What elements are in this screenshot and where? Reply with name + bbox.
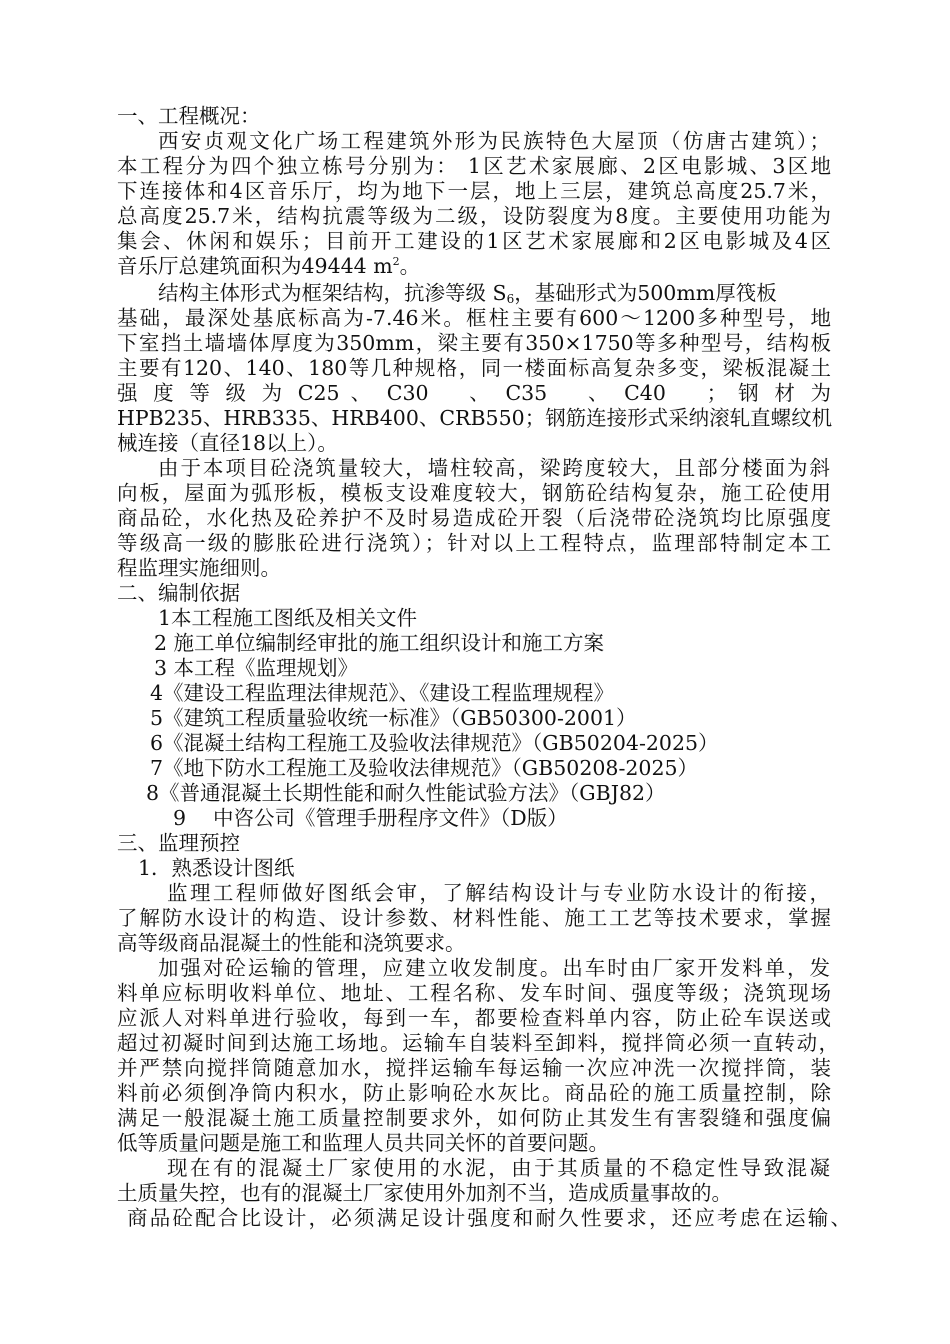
paragraph-line: 商品砼配合比设计，必须满足设计强度和耐久性要求，还应考虑在运输、	[127, 1206, 851, 1230]
paragraph-line: 基础，最深处基底标高为-7.46米。框柱主要有600～1200多种型号，地	[117, 306, 831, 330]
paragraph-line: 强 度 等 级 为 C25 、 C30 、 C35 、 C40 ； 钢 材 为	[117, 381, 831, 405]
list-item: 8《普通混凝土长期性能和耐久性能试验方法》（GBJ82）	[146, 781, 666, 805]
paragraph-line: 下连接体和4区音乐厅，均为地下一层，地上三层，建筑总高度25.7米，	[117, 179, 831, 203]
paragraph-line: 主要有120、140、180等几种规格，同一楼面标高复杂多变，梁板混凝土	[117, 356, 831, 380]
paragraph-line: 监理工程师做好图纸会审，了解结构设计与专业防水设计的衔接，	[167, 881, 830, 905]
paragraph-line: 音乐厅总建筑面积为49444 $m^2$。	[117, 254, 421, 278]
list-item: 5《建筑工程质量验收统一标准》（GB50300-2001）	[150, 706, 637, 730]
paragraph-line: HPB235、HRB335、HRB400、CRB550；钢筋连接形式采纳滚轧直螺纹机	[117, 406, 833, 430]
paragraph-line: 械连接（直径18以上）。	[117, 431, 338, 455]
paragraph-line: 由于本项目砼浇筑量较大，墙柱较高，梁跨度较大，且部分楼面为斜	[158, 456, 830, 480]
list-item: 2 施工单位编制经审批的施工组织设计和施工方案	[154, 631, 605, 655]
list-item: 9 中咨公司《管理手册程序文件》（D版）	[173, 806, 568, 830]
subscript: 6	[506, 292, 515, 306]
paragraph-line: 并严禁向搅拌筒随意加水，搅拌运输车每运输一次应冲洗一次搅拌筒，装	[117, 1056, 831, 1080]
paragraph-line: 总高度25.7米，结构抗震等级为二级，设防裂度为8度。主要使用功能为	[117, 204, 831, 228]
paragraph-line: 高等级商品混凝土的性能和浇筑要求。	[117, 931, 466, 955]
paragraph-line: 满足一般混凝土施工质量控制要求外，如何防止其发生有害裂缝和强度偏	[117, 1106, 831, 1130]
paragraph-line: 应派人对料单进行验收，每到一车，都要检查料单内容，防止砼车误送或	[117, 1006, 831, 1030]
paragraph-line: 等级高一级的膨胀砼进行浇筑）；针对以上工程特点，监理部特制定本工	[117, 531, 831, 555]
paragraph-line: 西安贞观文化广场工程建筑外形为民族特色大屋顶（仿唐古建筑）；	[158, 129, 830, 153]
superscript: 2	[392, 255, 400, 268]
paragraph-line: 现在有的混凝土厂家使用的水泥，由于其质量的不稳定性导致混凝	[167, 1156, 830, 1180]
section-heading-overview: 一、工程概况：	[117, 104, 261, 128]
paragraph-line: 程监理实施细则。	[117, 556, 281, 580]
paragraph-line: 土质量失控，也有的混凝土厂家使用外加剂不当，造成质量事故的。	[117, 1181, 732, 1205]
section-heading-precontrol: 三、监理预控	[117, 831, 240, 855]
paragraph-line: 了解防水设计的构造、设计参数、材料性能、施工工艺等技术要求，掌握	[117, 906, 831, 930]
paragraph-line: 结构主体形式为框架结构，抗渗等级 $S_6$，基础形式为500mm厚筏板	[158, 281, 777, 306]
paragraph-line: 集会、休闲和娱乐；目前开工建设的1区艺术家展廊和2区电影城及4区	[117, 229, 831, 253]
subsection-heading: 1．熟悉设计图纸	[138, 856, 295, 880]
list-item: 7《地下防水工程施工及验收法律规范》（GB50208-2025）	[150, 756, 699, 780]
list-item: 6《混凝土结构工程施工及验收法律规范》（GB50204-2025）	[150, 731, 719, 755]
paragraph-line: 料前必须倒净筒内积水，防止影响砼水灰比。商品砼的施工质量控制，除	[117, 1081, 831, 1105]
paragraph-line: 下室挡土墙墙体厚度为350mm，梁主要有350×1750等多种型号，结构板	[117, 331, 831, 355]
list-item: 3 本工程《监理规划》	[154, 656, 359, 680]
list-item: 4《建设工程监理法律规范》、《建设工程监理规程》	[150, 681, 615, 705]
paragraph-line: 低等质量问题是施工和监理人员共同关怀的首要问题。	[117, 1131, 609, 1155]
paragraph-line: 超过初凝时间到达施工场地。运输车自装料至卸料，搅拌筒必须一直转动，	[117, 1031, 839, 1055]
paragraph-line: 本工程分为四个独立栋号分别为： 1区艺术家展廊、2区电影城、3区地	[117, 154, 831, 178]
section-heading-basis: 二、编制依据	[117, 581, 240, 605]
paragraph-line: 商品砼，水化热及砼养护不及时易造成砼开裂（后浇带砼浇筑均比原强度	[117, 506, 831, 530]
paragraph-line: 向板，屋面为弧形板，模板支设难度较大，钢筋砼结构复杂，施工砼使用	[117, 481, 831, 505]
list-item: 1本工程施工图纸及相关文件	[158, 606, 418, 630]
paragraph-line: 料单应标明收料单位、地址、工程名称、发车时间、强度等级；浇筑现场	[117, 981, 831, 1005]
paragraph-line: 加强对砼运输的管理，应建立收发制度。出车时由厂家开发料单，发	[158, 956, 830, 980]
